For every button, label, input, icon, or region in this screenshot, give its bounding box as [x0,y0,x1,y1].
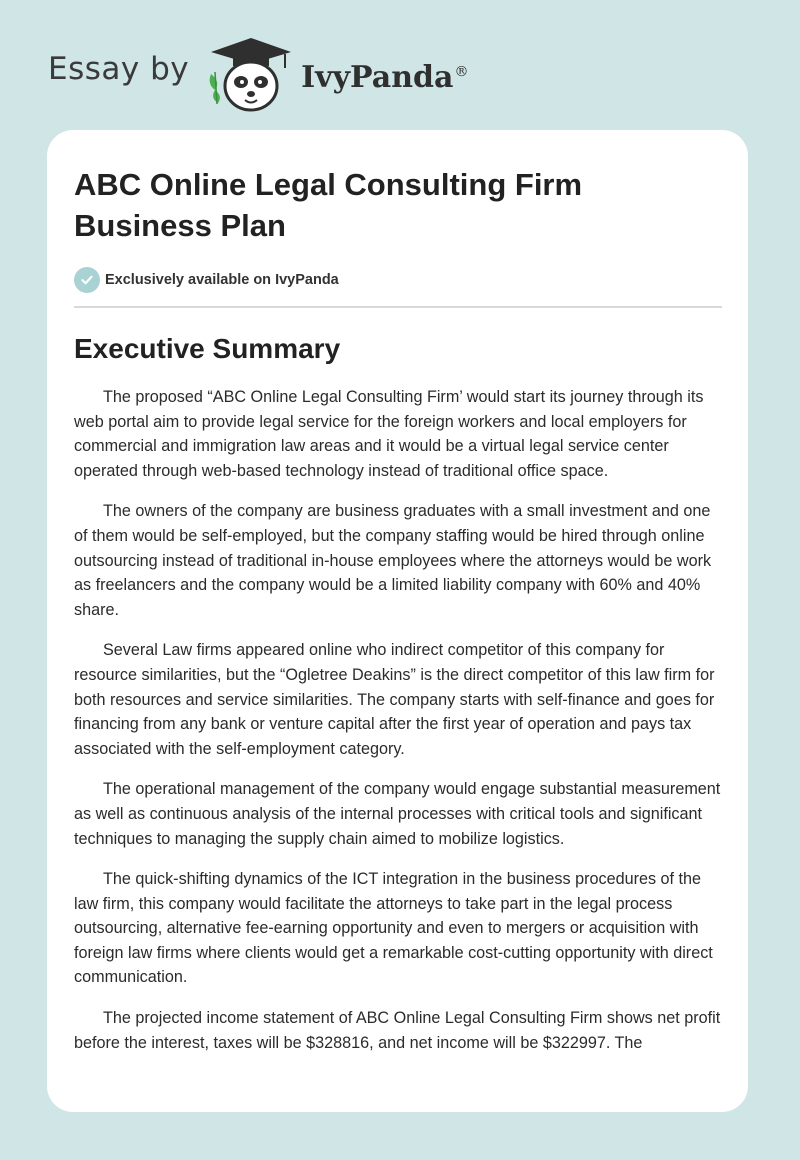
panda-graduation-cap-icon [205,34,297,114]
section-heading: Executive Summary [74,333,341,364]
paragraph: The quick-shifting dynamics of the ICT integration in the business procedures of the law firm, this company would facilitate the attorneys to take part in the legal process outsourcing, alternative fee-earning opportunity and even to mergers or acquisition with foreign law firms where clients would get a remarkable cost-cutting opportunity with direct communication. [74,870,713,987]
document-card [47,130,748,1112]
paragraph: The owners of the company are business graduates with a small investment and one of them would be self-employed, but the company staffing would be hired through online outsourcing instead of traditional in-house employees where the attorneys would be work as freelancers and the company would be a limited liability company with 60% and 40% share. [74,502,712,619]
brand-name: IvyPanda® [301,59,469,95]
brand-prefix: Essay by [48,51,190,87]
check-circle-icon [74,267,100,293]
registered-mark: ® [454,63,469,80]
exclusive-badge [74,267,722,293]
document-title: ABC Online Legal Consulting Firm Business Plan [74,167,583,243]
paragraph: The projected income statement of ABC Online Legal Consulting Firm shows net profit before the interest, taxes will be $328816, and net income will be $322997. The [74,1009,721,1052]
paragraph: The operational management of the company would engage substantial measurement as well as continuous analysis of the internal processes with critical tools and significant techniques to managing the supply chain aimed to mobilize logistics. [74,780,721,848]
brand-header[interactable] [48,34,468,114]
divider [74,306,722,308]
paragraph: Several Law firms appeared online who indirect competitor of this company for resource similarities, but the “Ogletree Deakins” is the direct competitor of this law firm for both resources and service similarities. The company starts with self-finance and goes for financing from any bank or venture capital after the first year of operation and pays tax associated with the self-employment category. [74,641,715,758]
paragraph: The proposed “ABC Online Legal Consulting Firm’ would start its journey through its web portal aim to provide legal service for the foreign workers and local employers for commercial and immigration law areas and it would be a virtual legal service center operated through web-based technology instead of traditional office space. [74,388,704,480]
badge-text: Exclusively available on IvyPanda [105,272,339,288]
